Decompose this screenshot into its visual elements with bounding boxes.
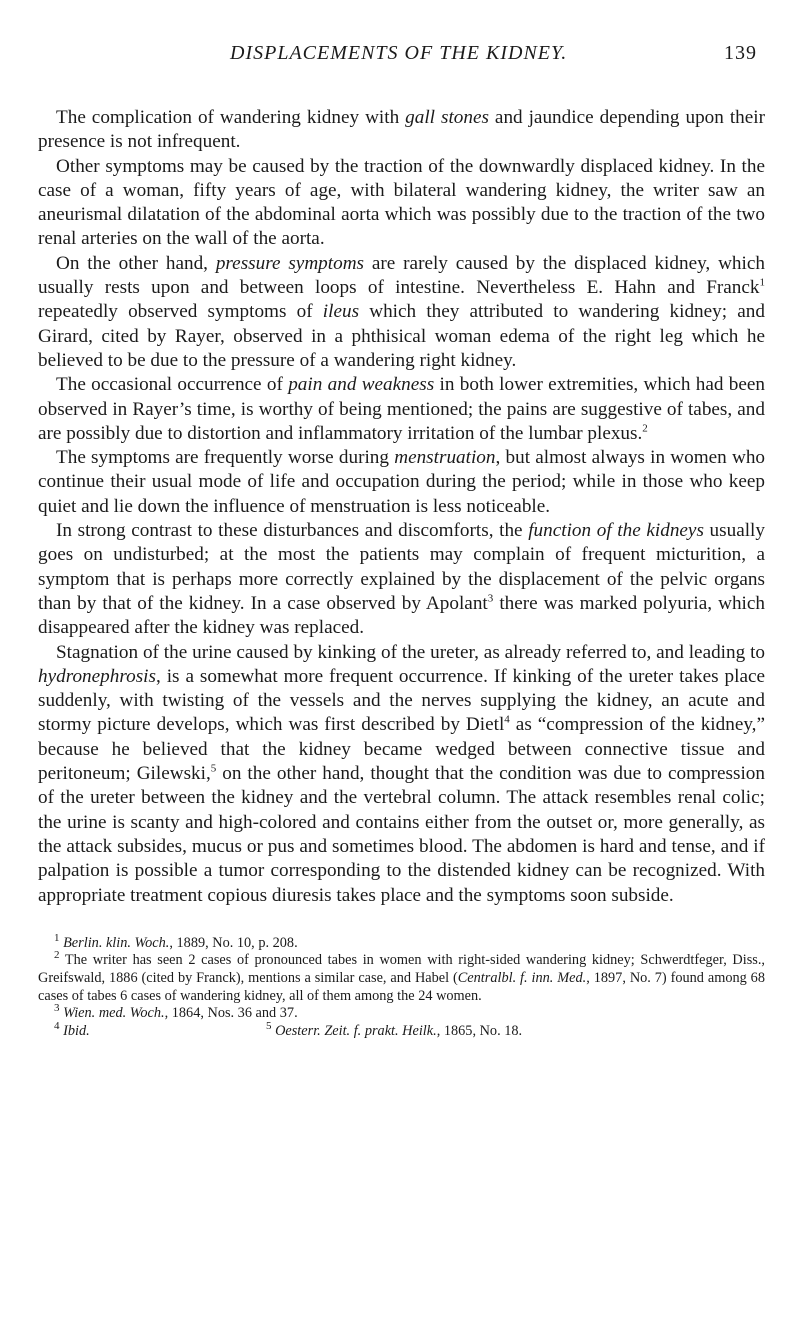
citation-title: Berlin. klin. Woch. xyxy=(63,934,170,951)
emphasis-menstruation: menstruation xyxy=(394,447,496,469)
footnote-marker: 3 xyxy=(54,1002,60,1015)
text-run: repeatedly observed symptoms of xyxy=(38,301,323,323)
citation-title: Wien. med. Woch. xyxy=(63,1005,165,1022)
text-run: and jaundice depending upon their presence is not infrequent. xyxy=(38,107,765,153)
text-run: The complication of wandering kidney with xyxy=(56,107,406,128)
footnote-1 xyxy=(38,932,765,953)
citation-title: Oesterr. Zeit. f. prakt. Heilk. xyxy=(275,1022,437,1039)
text-run: there was marked polyuria, which disappeared after the kidney was replaced. xyxy=(38,592,765,639)
text-run: Stagnation of the urine caused by kinking of the ureter, as already referred to, and leading to xyxy=(56,641,765,663)
text-run: , 1897, No. 7) found among 68 cases of tabes 6 cases of wandering kidney, all of them among the 24 women. xyxy=(38,969,765,1004)
page-number: 139 xyxy=(724,42,757,64)
text-run: in both lower extremities, which had been observed in Rayer’s time, is worthy of being mentioned; the pains are suggestive of tabes, and are possibly due to distortion and inflammatory irritation of the lumbar plexus. xyxy=(38,374,765,444)
footnote-2 xyxy=(38,949,765,1005)
running-head xyxy=(38,42,765,76)
body-text xyxy=(38,106,765,908)
footnote-ref-4[interactable]: 4 xyxy=(504,714,510,727)
text-run: The occasional occurrence of xyxy=(56,374,289,396)
emphasis-ileus: ileus xyxy=(322,301,360,323)
text-run: , 1864, Nos. 36 and 37. xyxy=(164,1005,298,1022)
paragraph-pain-weakness xyxy=(38,373,765,446)
footnote-4 xyxy=(54,1020,266,1041)
paragraph-traction xyxy=(38,155,765,252)
text-run: which they attributed to wandering kidney; and Girard, cited by Rayer, observed in a phthisical woman edema of the right leg which he believed to be due to the pressure of a wandering right kidney. xyxy=(38,301,765,371)
paragraph-kidney-function xyxy=(38,519,765,640)
text-run: , is a somewhat more frequent occurrence. If kinking of the ureter takes place suddenly, with twisting of the vessels and the nerves supplying the kidney, an acute and stormy picture develops, which was first described by Dietl xyxy=(38,665,765,736)
citation-title: Centralbl. f. inn. Med. xyxy=(457,969,587,986)
footnote-marker: 1 xyxy=(54,932,60,945)
footnote-ref-3[interactable]: 3 xyxy=(487,592,494,605)
running-title: DISPLACEMENTS OF THE KIDNEY. xyxy=(230,42,568,64)
paragraph-menstruation xyxy=(38,446,765,519)
footnote-ref-5[interactable]: 5 xyxy=(210,762,217,775)
text-run: , 1865, No. 18. xyxy=(436,1022,523,1039)
text-run: as “compression of the kidney,” because he believed that the kidney became wedged between connective tissue and peritoneum; Gilewski, xyxy=(38,714,765,785)
text-run: On the other hand, xyxy=(56,252,216,274)
emphasis-pressure-symptoms: pressure symptoms xyxy=(215,252,365,274)
text-run: In strong contrast to these disturbances and discomforts, the xyxy=(56,520,529,542)
text-run: , 1889, No. 10, p. 208. xyxy=(169,934,298,951)
footnote-marker: 2 xyxy=(54,949,60,962)
text-run: are rarely caused by the displaced kidney, which usually rests upon and between loops of intestine. Nevertheless E. Hahn and Franck xyxy=(38,252,765,299)
footnote-ref-2[interactable]: 2 xyxy=(642,422,648,435)
text-run: Other symptoms may be caused by the traction of the downwardly displaced kidney. In the case of a woman, fifty years of age, with bilateral wandering kidney, the writer saw an aneurismal dilatation of the abdominal aorta which was possibly due to the traction of the two renal arteries on the wall of the aorta. xyxy=(38,155,765,250)
emphasis-hydronephrosis: hydronephrosis xyxy=(38,665,156,687)
footnote-ref-1[interactable]: 1 xyxy=(759,276,765,289)
text-run: The symptoms are frequently worse during xyxy=(56,447,395,469)
footnote-marker: 4 xyxy=(54,1020,60,1032)
text-run: The writer has seen 2 cases of pronounced tabes in women with right-sided wandering kidney; Schwerdtfeger, Diss., Greifswald, 1886 (cited by Franck), mentions a similar case, and Habel ( xyxy=(38,952,765,986)
citation-title: Ibid. xyxy=(63,1022,90,1039)
footnotes xyxy=(38,932,765,1041)
text-run: usually goes on undisturbed; at the most the patients may complain of frequent micturition, a symptom that is perhaps more correctly explained by the displacement of the pelvic organs than by that of the kidney. In a case observed by Apolant xyxy=(38,520,765,614)
text-run: on the other hand, thought that the condition was due to compression of the ureter between the kidney and the vertebral column. The attack resembles renal colic; the urine is scanty and high-colored and contains either from the outset or, more generally, as the attack subsides, mucus or pus and sometimes blood. The abdomen is hard and tense, and if palpation is possible a tumor corresponding to the distended kidney can be recognized. With appropriate treatment copious diuresis takes place and the symptoms soon subside. xyxy=(38,763,765,906)
paragraph-gall-stones xyxy=(38,106,765,155)
text-run: , but almost always in women who continue their usual mode of life and occupation during the period; while in those who keep quiet and lie down the influence of menstruation is less noticeable. xyxy=(38,447,766,517)
emphasis-function-of-kidneys: function of the kidneys xyxy=(528,520,704,542)
book-page xyxy=(38,42,765,1040)
paragraph-hydronephrosis xyxy=(38,641,765,908)
footnotes-4-5 xyxy=(38,1020,765,1041)
footnote-3 xyxy=(38,1002,765,1023)
paragraph-pressure-symptoms xyxy=(38,252,765,373)
emphasis-gall-stones: gall stones xyxy=(405,107,489,128)
footnote-marker: 5 xyxy=(266,1020,272,1032)
emphasis-pain-weakness: pain and weakness xyxy=(288,374,435,396)
footnote-5 xyxy=(266,1020,523,1041)
